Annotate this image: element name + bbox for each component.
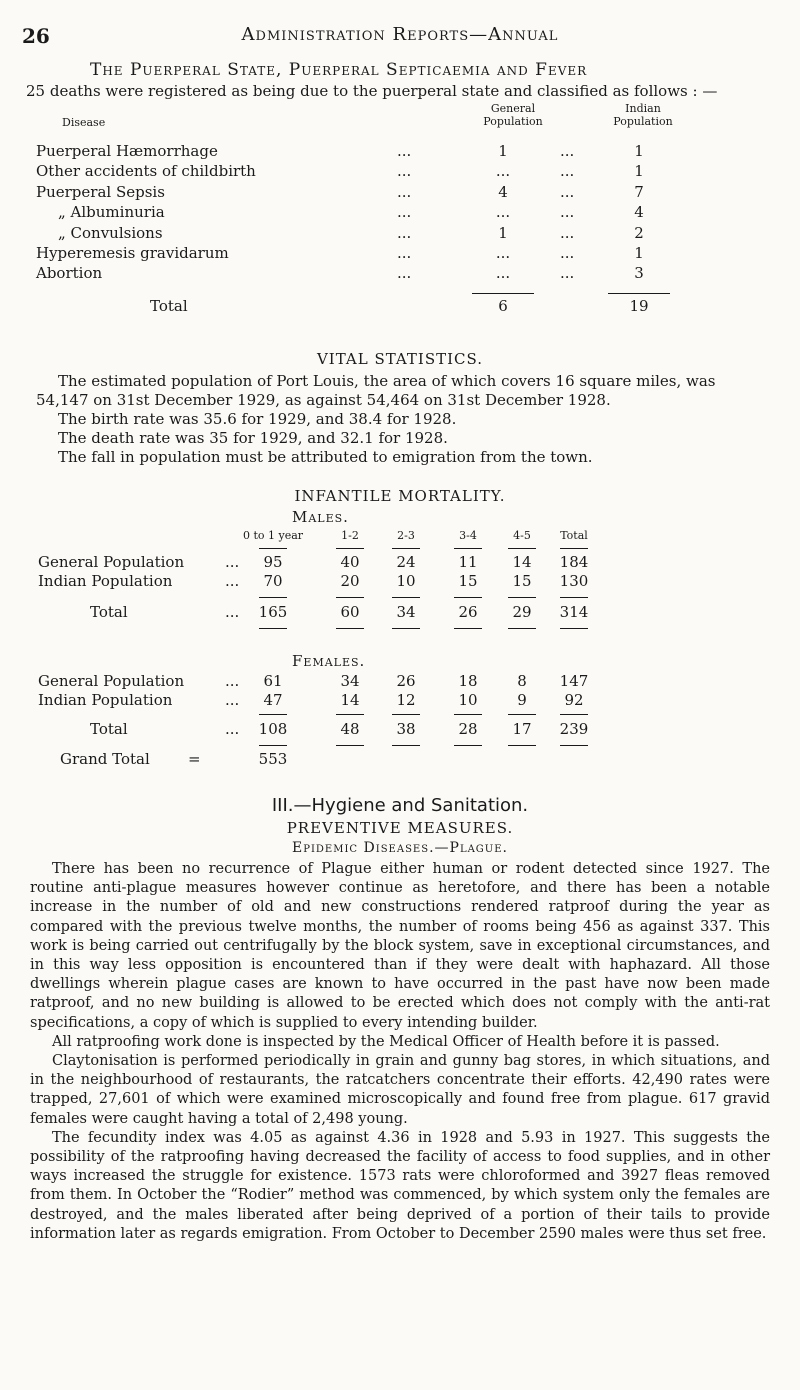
table-cell: 18	[458, 672, 478, 690]
vital-line-3: The birth rate was 35.6 for 1929, and 38.4 for 1928.	[58, 410, 457, 428]
table-cell: 47	[263, 691, 283, 709]
vital-heading: VITAL STATISTICS.	[316, 350, 484, 368]
leader-dots: ...	[397, 224, 412, 242]
leader-dots: ...	[560, 264, 575, 282]
vital-line-2: 54,147 on 31st December 1929, as against 54,464 on 31st December 1928.	[36, 391, 611, 409]
leader-dots: ...	[560, 142, 575, 160]
column-rule	[508, 548, 536, 549]
leader-dots: ...	[225, 603, 240, 621]
hygiene-body	[30, 860, 770, 1244]
column-header: 3-4	[459, 529, 477, 542]
column-rule	[392, 548, 420, 549]
puerperal-row-indian: 4	[634, 203, 644, 221]
column-header: 2-3	[397, 529, 415, 542]
column-rule	[392, 628, 420, 629]
row-label: Indian Population	[38, 572, 173, 590]
column-rule	[508, 628, 536, 629]
leader-dots: ...	[397, 183, 412, 201]
table-cell: 92	[564, 691, 584, 709]
puerperal-row-general: 1	[498, 142, 508, 160]
column-rule	[259, 548, 287, 549]
males-label: Males.	[292, 508, 349, 526]
leader-dots: ...	[397, 203, 412, 221]
column-rule	[508, 745, 536, 746]
leader-dots: ...	[560, 162, 575, 180]
column-rule	[336, 628, 364, 629]
table-cell: 130	[559, 572, 589, 590]
table-cell: 184	[559, 553, 589, 571]
column-rule	[336, 714, 364, 715]
vital-line-5: The fall in population must be attributed to emigration from the town.	[58, 448, 593, 466]
row-label: General Population	[38, 672, 185, 690]
puerperal-row-indian: 3	[634, 264, 644, 282]
table-cell: 40	[340, 553, 360, 571]
column-rule	[336, 548, 364, 549]
table-cell: 108	[258, 720, 288, 738]
table-cell: 10	[458, 691, 478, 709]
table-cell: 24	[396, 553, 416, 571]
puerperal-row-general: ...	[495, 203, 511, 221]
table-cell: 11	[458, 553, 478, 571]
column-rule	[454, 714, 482, 715]
puerperal-row-disease: Puerperal Sepsis	[36, 183, 165, 201]
table-cell: 12	[396, 691, 416, 709]
column-rule	[392, 745, 420, 746]
column-rule	[454, 628, 482, 629]
total-label: Total	[90, 720, 128, 738]
grand-total-label: Grand Total	[60, 750, 150, 768]
table-cell: 14	[512, 553, 532, 571]
hygiene-paragraph-1: There has been no recurrence of Plague either human or rodent detected since 1927. The routine anti-plague measures however continue as heretofore, and there has been a notable increase in the number of old and new constructions rendered ratproof during the year as compared with the previous twelve months, the number of rooms being 456 as against 337. This work is being carried out centrifugally by the block system, save in exceptional circumstances, and in this way less opposition is encountered than if they were dealt with haphazard. All those dwellings wherein plague cases are known to have occurred in the past have now been made ratproof, and no new building is allowed to be erected which does not comply with the anti-rat specifications, a copy of which is supplied to every intending builder.	[30, 861, 770, 1031]
column-rule	[336, 745, 364, 746]
page-header	[22, 24, 778, 54]
puerperal-row-indian: 2	[634, 224, 644, 242]
table-cell: 26	[458, 603, 478, 621]
table-cell: 165	[258, 603, 288, 621]
table-cell: 17	[512, 720, 532, 738]
col-header-general: General Population	[483, 102, 543, 128]
row-label: General Population	[38, 553, 185, 571]
column-rule	[508, 714, 536, 715]
table-cell: 239	[559, 720, 589, 738]
table-cell: 29	[512, 603, 532, 621]
table-cell: 147	[559, 672, 589, 690]
table-cell: 20	[340, 572, 360, 590]
table-cell: 26	[396, 672, 416, 690]
table-cell: 48	[340, 720, 360, 738]
column-rule	[454, 548, 482, 549]
table-cell: 95	[263, 553, 283, 571]
table-cell: 61	[263, 672, 283, 690]
column-rule	[454, 597, 482, 598]
table-cell: 14	[340, 691, 360, 709]
puerperal-total-indian: 19	[629, 297, 649, 315]
vital-line-1: The estimated population of Port Louis, the area of which covers 16 square miles, was	[58, 372, 716, 390]
table-cell: 15	[512, 572, 532, 590]
puerperal-row-general: ...	[495, 264, 511, 282]
hygiene-paragraph-3: Claytonisation is performed periodically in grain and gunny bag stores, in which situations, and in the neighbourhood of restaurants, the ratcatchers concentrate their efforts. 42,490 rates were trapped, 27,601 of which were examined microscopically and found free from plague. 617 gravid females were caught having a total of 2,498 young.	[30, 1053, 770, 1127]
puerperal-row-general: 1	[498, 224, 508, 242]
leader-dots: ...	[397, 264, 412, 282]
column-header: 1-2	[341, 529, 359, 542]
table-cell: 60	[340, 603, 360, 621]
table-cell: 8	[517, 672, 527, 690]
page-number: 26	[22, 24, 50, 48]
hygiene-paragraph-2: All ratproofing work done is inspected by the Medical Officer of Health before it is passed.	[52, 1033, 720, 1050]
table-cell: 9	[517, 691, 527, 709]
column-rule	[392, 714, 420, 715]
puerperal-row-general: ...	[495, 162, 511, 180]
table-cell: 38	[396, 720, 416, 738]
leader-dots: ...	[225, 672, 240, 690]
table-cell: 28	[458, 720, 478, 738]
row-label: Indian Population	[38, 691, 173, 709]
table-cell: 34	[340, 672, 360, 690]
column-header: Total	[560, 529, 588, 542]
leader-dots: ...	[560, 224, 575, 242]
puerperal-row-disease: Abortion	[36, 264, 103, 282]
column-rule	[560, 714, 588, 715]
puerperal-row-general: ...	[495, 244, 511, 262]
table-cell: 10	[396, 572, 416, 590]
puerperal-row-disease: „ Albuminuria	[58, 203, 165, 221]
leader-dots: ...	[397, 142, 412, 160]
puerperal-row-disease: „ Convulsions	[58, 224, 163, 242]
running-head: Administration Reports—Annual	[241, 24, 559, 45]
col-header-indian: Indian Population	[613, 102, 673, 128]
hygiene-heading: III.—Hygiene and Sanitation.	[271, 795, 529, 816]
leader-dots: ...	[560, 183, 575, 201]
column-header: 4-5	[513, 529, 531, 542]
hygiene-subheading: PREVENTIVE MEASURES.	[286, 819, 514, 837]
column-rule	[392, 597, 420, 598]
puerperal-intro: 25 deaths were registered as being due to the puerperal state and classified as follows : —	[26, 82, 718, 100]
puerperal-row-indian: 1	[634, 244, 644, 262]
puerperal-row-disease: Other accidents of childbirth	[36, 162, 256, 180]
column-header: 0 to 1 year	[242, 529, 304, 542]
leader-dots: ...	[225, 720, 240, 738]
females-label: Females.	[292, 652, 366, 670]
puerperal-row-indian: 1	[634, 162, 644, 180]
leader-dots: ...	[225, 572, 240, 590]
puerperal-total-general: 6	[498, 297, 508, 315]
leader-dots: ...	[225, 553, 240, 571]
column-rule	[560, 548, 588, 549]
column-rule	[259, 597, 287, 598]
leader-dots: ...	[225, 691, 240, 709]
leader-dots: ...	[560, 203, 575, 221]
column-rule	[560, 745, 588, 746]
total-label: Total	[90, 603, 128, 621]
puerperal-row-general: 4	[498, 183, 508, 201]
puerperal-row-indian: 7	[634, 183, 644, 201]
table-cell: 314	[559, 603, 589, 621]
column-rule	[259, 714, 287, 715]
infant-heading: INFANTILE MORTALITY.	[294, 487, 506, 505]
leader-dots: ...	[397, 244, 412, 262]
column-rule	[259, 628, 287, 629]
column-rule	[454, 745, 482, 746]
puerperal-row-disease: Hyperemesis gravidarum	[36, 244, 229, 262]
leader-dots: ...	[560, 244, 575, 262]
column-rule	[508, 597, 536, 598]
puerperal-row-disease: Puerperal Hæmorrhage	[36, 142, 218, 160]
column-rule	[560, 628, 588, 629]
column-rule	[259, 745, 287, 746]
column-rule	[560, 597, 588, 598]
grand-total-value: 553	[258, 750, 288, 768]
puerperal-total-label: Total	[150, 297, 188, 315]
col-header-disease: Disease	[62, 116, 106, 129]
puerperal-heading: The Puerperal State, Puerperal Septicaemia and Fever	[90, 60, 588, 80]
vital-line-4: The death rate was 35 for 1929, and 32.1 for 1928.	[58, 429, 448, 447]
table-cell: 15	[458, 572, 478, 590]
hygiene-subsubheading: Epidemic Diseases.—Plague.	[292, 840, 508, 856]
leader-dots: ...	[397, 162, 412, 180]
puerperal-row-indian: 1	[634, 142, 644, 160]
column-rule	[336, 597, 364, 598]
table-cell: 70	[263, 572, 283, 590]
table-cell: 34	[396, 603, 416, 621]
hygiene-paragraph-4: The fecundity index was 4.05 as against 4.36 in 1928 and 5.93 in 1927. This suggests the possibility of the ratproofing having decreased the facility of access to food supplies, and in other ways increased the struggle for existence. 1573 rats were chloroformed and 3927 fleas removed from them. In October the “Rodier” method was commenced, by which system only the females are destroyed, and the males liberated after being deprived of a portion of their tails to provide information later as regards emigration. From October to December 2590 males were thus set free.	[30, 1129, 770, 1242]
equals-sign: =	[188, 750, 201, 768]
